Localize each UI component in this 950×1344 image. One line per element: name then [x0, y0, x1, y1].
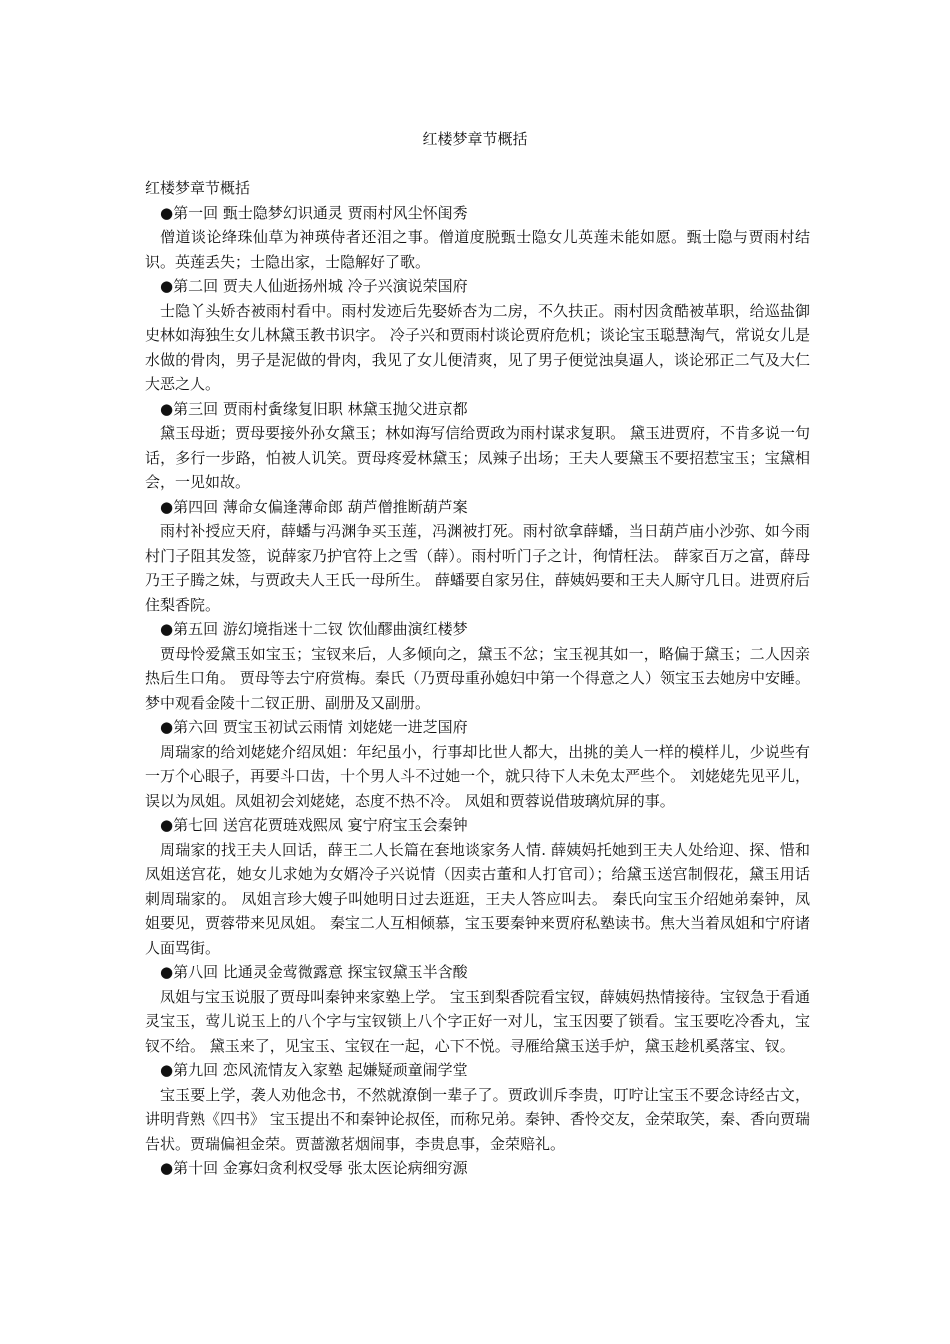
chapter-heading-3: ●第三回 贾雨村夤缘复旧职 林黛玉抛父进京都: [160, 399, 468, 418]
chapter-heading-10: ●第十回 金寡妇贪利权受辱 张太医论病细穷源: [160, 1159, 468, 1177]
chapter-heading-7: ●第七回 送宫花贾琏戏熙凤 宴宁府宝玉会秦钟: [160, 816, 468, 834]
chapter-heading-1: ●第一回 甄士隐梦幻识通灵 贾雨村风尘怀闺秀: [160, 203, 468, 222]
chapter-summary-2: 士隐丫头娇杏被雨村看中。雨村发迹后先娶娇杏为二房，不久扶正。雨村因贪酷被革职，给巡盐御史林如海独生女儿林黛玉教书识字。 冷子兴和贾雨村谈论贾府危机；谈论宝玉聪慧淘气，常说女儿是水做的骨肉，男子是泥做的骨肉，我见了女儿便清爽，见了男子便觉浊臭逼人，谈论邪正二气及大仁大恶之人。: [145, 301, 810, 393]
chapter-summary-8: 凤姐与宝玉说服了贾母叫秦钟来家塾上学。 宝玉到梨香院看宝钗，薛姨妈热情接待。宝钗急于看通灵宝玉，莺儿说玉上的八个字与宝钗锁上八个字正好一对儿，宝玉因要了锁看。宝玉要吃冷香丸，宝钗不给。 黛玉来了，见宝玉、宝钗在一起，心下不悦。寻雁给黛玉送手炉，黛玉趁机奚落宝、钗。: [145, 987, 810, 1055]
chapter-summary-9: 宝玉要上学，袭人劝他念书，不然就潦倒一辈子了。贾政训斥李贵，叮咛让宝玉不要念诗经古文，讲明背熟《四书》 宝玉提出不和秦钟论叔侄，而称兄弟。秦钟、香怜交友，金荣取笑，秦、香向贾瑞告状。贾瑞偏袒金荣。贾蔷激茗烟闹事，李贵息事，金荣赔礼。: [145, 1085, 810, 1153]
chapter-summary-6: 周瑞家的给刘姥姥介绍凤姐：年纪虽小，行事却比世人都大，出挑的美人一样的模样儿，少说些有一万个心眼子，再要斗口齿，十个男人斗不过她一个，就只待下人未免太严些个。 刘姥姥先见平儿，误以为凤姐。凤姐初会刘姥姥，态度不热不冷。 凤姐和贾蓉说借玻璃炕屏的事。: [145, 742, 810, 810]
chapter-heading-6: ●第六回 贾宝玉初试云雨情 刘姥姥一进芝国府: [160, 718, 468, 736]
chapter-summary-1: 僧道谈论绛珠仙草为神瑛侍者还泪之事。僧道度脱甄士隐女儿英莲未能如愿。甄士隐与贾雨村结识。英莲丢失；士隐出家，士隐解好了歌。: [145, 228, 810, 271]
chapter-summary-5: 贾母怜爱黛玉如宝玉；宝钗来后，人多倾向之，黛玉不忿；宝玉视其如一，略偏于黛玉；二人因亲热后生口角。 贾母等去宁府赏梅。秦氏（乃贾母重孙媳妇中第一个得意之人）领宝玉去她房中安睡。梦中观看金陵十二钗正册、副册及又副册。: [145, 644, 810, 712]
chapter-heading-9: ●第九回 恋风流情友入家塾 起嫌疑顽童闹学堂: [160, 1061, 468, 1079]
chapter-heading-2: ●第二回 贾夫人仙逝扬州城 冷子兴演说荣国府: [160, 277, 468, 295]
chapter-heading-4: ●第四回 薄命女偏逢薄命郎 葫芦僧推断葫芦案: [160, 497, 468, 516]
document-body: [145, 176, 810, 1181]
chapter-heading-5: ●第五回 游幻境指迷十二钗 饮仙醪曲演红楼梦: [160, 620, 468, 638]
chapter-summary-3: 黛玉母逝；贾母要接外孙女黛玉；林如海写信给贾政为雨村谋求复职。 黛玉进贾府，不肯多说一句话，多行一步路，怕被人讥笑。贾母疼爱林黛玉；凤辣子出场；王夫人要黛玉不要招惹宝玉；宝黛相会，一见如故。: [145, 424, 810, 491]
chapter-summary-7: 周瑞家的找王夫人回话，薛王二人长篇在套地谈家务人情. 薛姨妈托她到王夫人处给迎、探、惜和凤姐送宫花，她女儿求她为女婿冷子兴说情（因卖古董和人打官司）；给黛玉送宫制假花，黛玉用话刺周瑞家的。 凤姐言珍大嫂子叫她明日过去逛逛，王夫人答应叫去。 秦氏向宝玉介绍她弟秦钟，凤姐要见，贾蓉带来见凤姐。 秦宝二人互相倾慕，宝玉要秦钟来贾府私塾读书。焦大当着凤姐和宁府诸人面骂街。: [145, 840, 810, 957]
document-title: 红楼梦章节概括: [422, 130, 528, 148]
chapter-summary-4: 雨村补授应天府，薛蟠与冯渊争买玉莲，冯渊被打死。雨村欲拿薛蟠，当日葫芦庙小沙弥、如今雨村门子阻其发签，说薛家乃护官符上之雪（薛）。雨村听门子之计，徇情枉法。 薛家百万之富，薛母乃王子腾之妹，与贾政夫人王氏一母所生。 薛蟠要自家另住，薛姨妈要和王夫人厮守几日。进贾府后住梨香院。: [145, 522, 810, 614]
chapter-heading-8: ●第八回 比通灵金莺微露意 探宝钗黛玉半含酸: [160, 963, 468, 981]
document-subtitle: 红楼梦章节概括: [145, 179, 251, 197]
